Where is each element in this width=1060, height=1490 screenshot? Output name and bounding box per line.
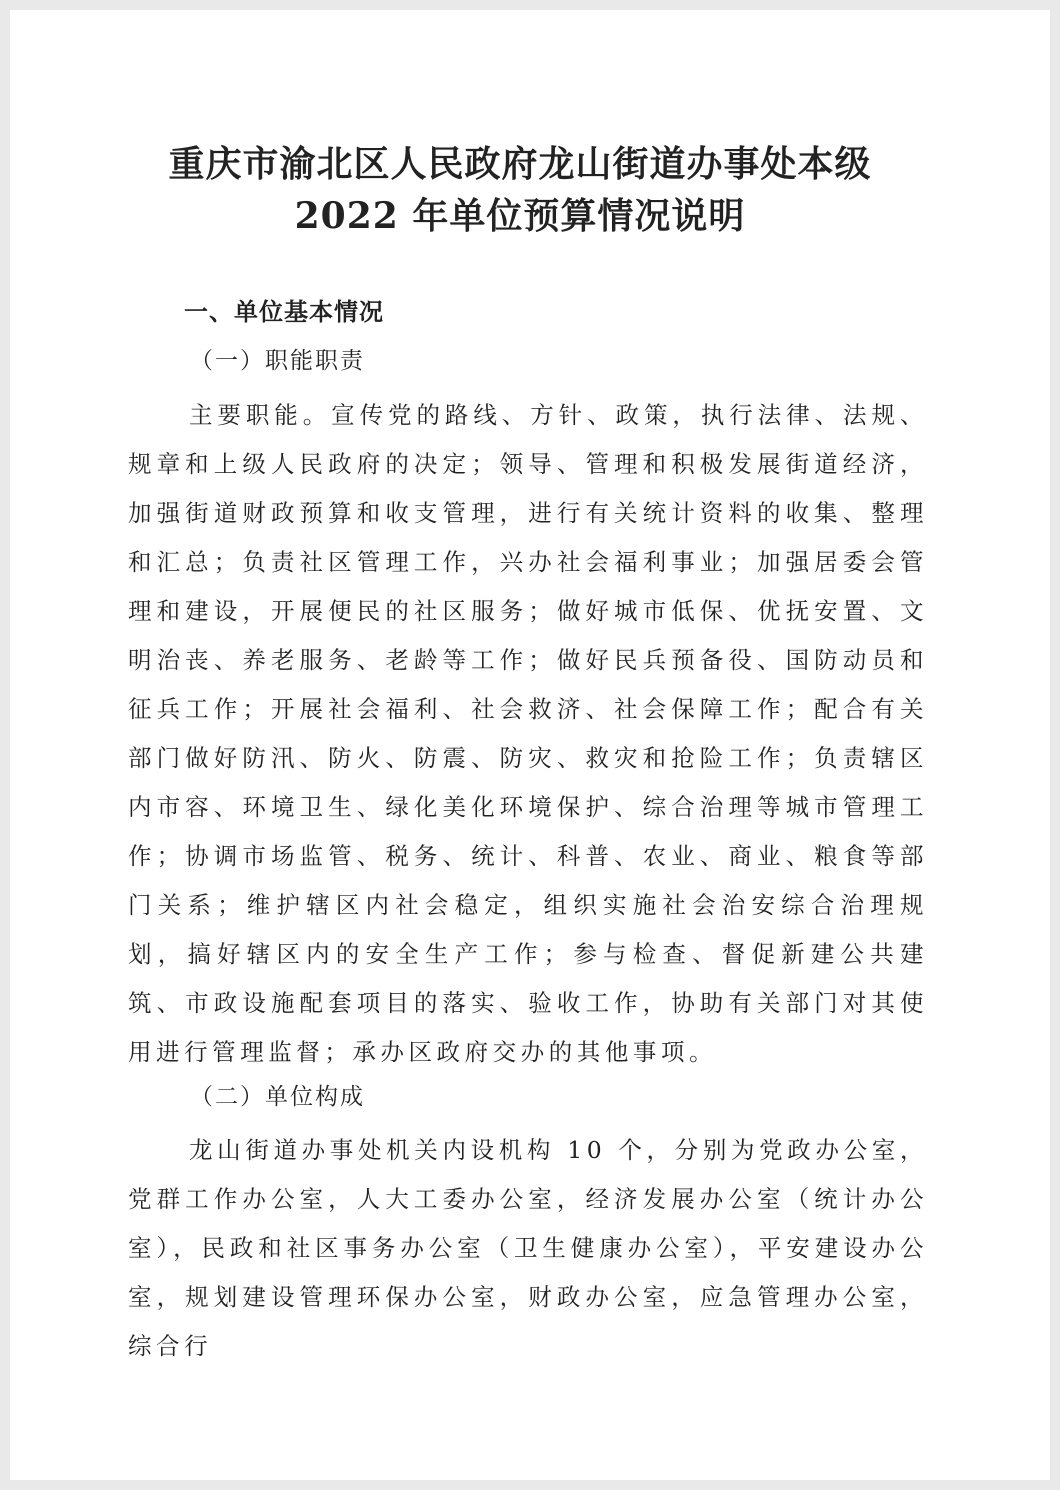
- section-heading-basic-info: 一、单位基本情况: [184, 298, 384, 326]
- composition-paragraph: 龙山街道办事处机关内设机构 10 个，分别为党政办公室，党群工作办公室，人大工委办公室，经济发展办公室（统计办公室），民政和社区事务办公室（卫生健康办公室），平安建设办公室，规划建设管理环保办公室，财政办公室，应急管理办公室，综合行: [128, 1136, 928, 1360]
- functions-paragraph: 主要职能。宣传党的路线、方针、政策，执行法律、法规、规章和上级人民政府的决定；领导、管理和积极发展街道经济，加强街道财政预算和收支管理，进行有关统计资料的收集、整理和汇总；负责社区管理工作，兴办社会福利事业；加强居委会管理和建设，开展便民的社区服务；做好城市低保、优抚安置、文明治丧、养老服务、老龄等工作；做好民兵预备役、国防动员和征兵工作；开展社会福利、社会救济、社会保障工作；配合有关部门做好防汛、防火、防震、防灾、救灾和抢险工作；负责辖区内市容、环境卫生、绿化美化环境保护、综合治理等城市管理工作；协调市场监管、税务、统计、科普、农业、商业、粮食等部门关系；维护辖区内社会稳定，组织实施社会治安综合治理规划，搞好辖区内的安全生产工作；参与检查、督促新建公共建筑、市政设施配套项目的落实、验收工作，协助有关部门对其使用进行管理监督；承办区政府交办的其他事项。: [128, 401, 928, 1066]
- subsection-heading-composition: （二）单位构成: [190, 1084, 365, 1110]
- title-line-2: 2022 年单位预算情况说明: [294, 195, 746, 237]
- document-title: [0, 138, 1050, 242]
- subsection-heading-functions: （一）职能职责: [190, 348, 365, 374]
- title-line-1: 重庆市渝北区人民政府龙山街道办事处本级: [168, 143, 872, 185]
